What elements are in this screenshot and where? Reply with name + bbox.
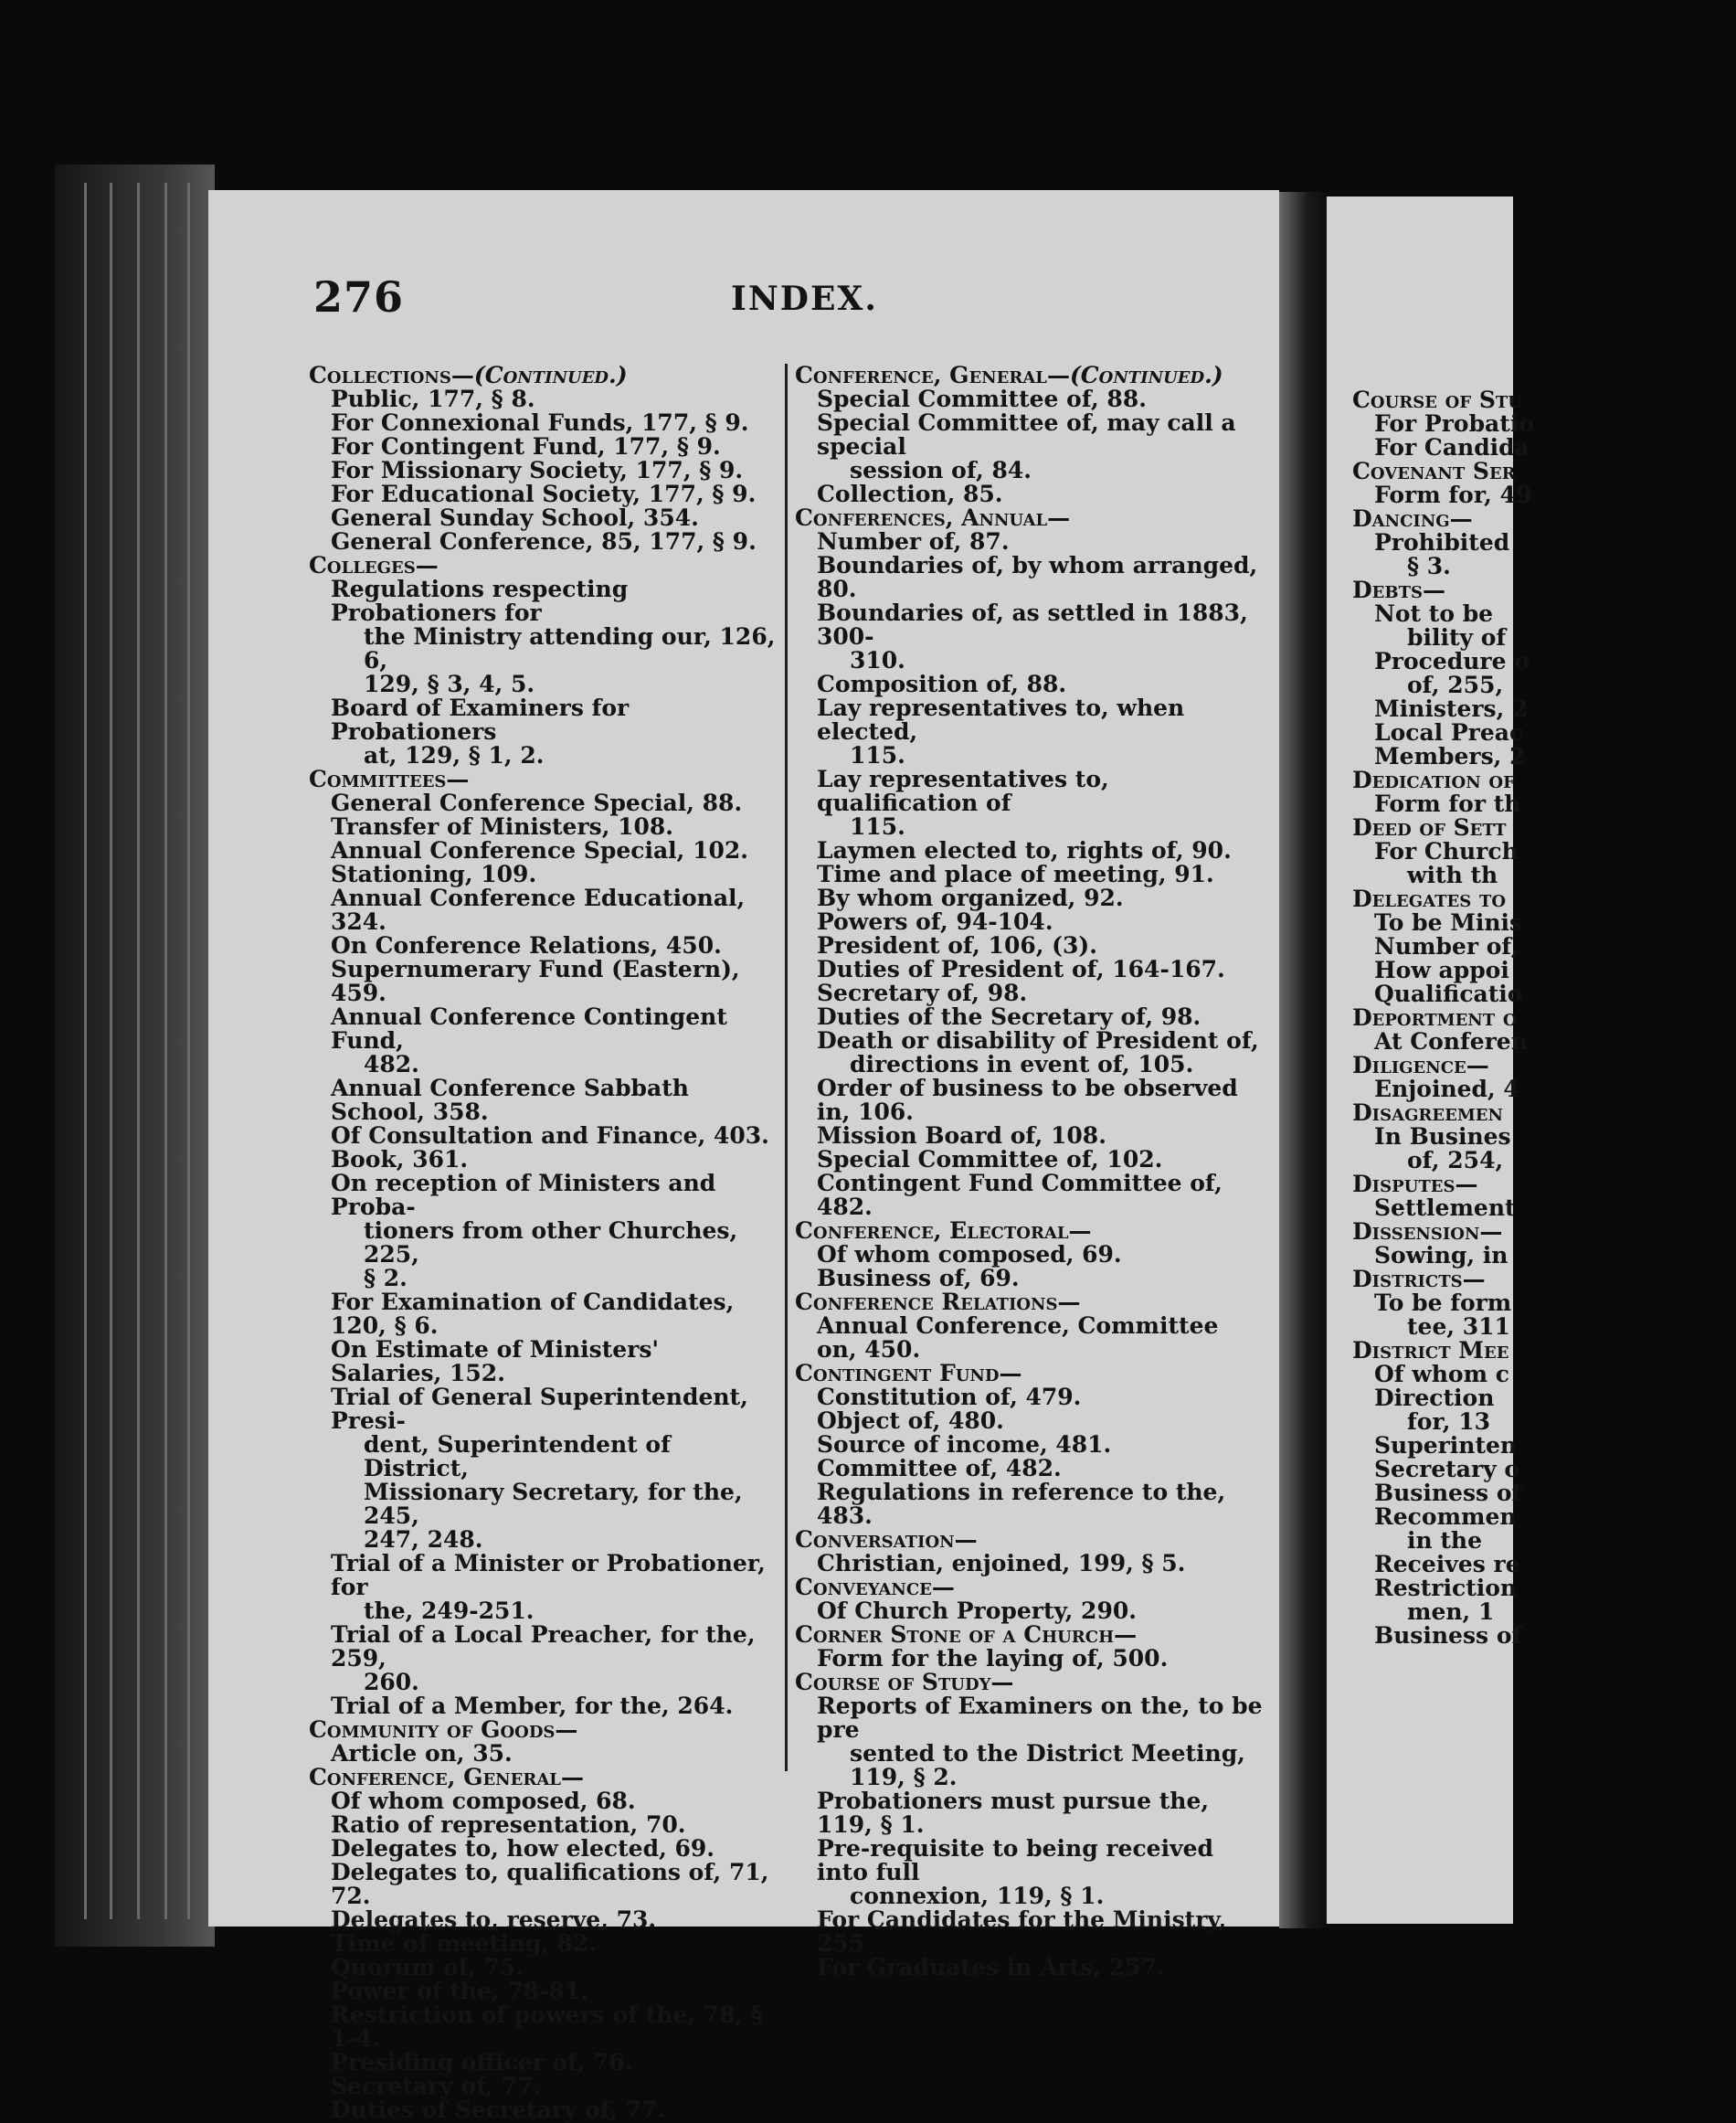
continued-note: (Continued.): [473, 362, 628, 388]
index-entry: Delegates to, reserve, 73.: [331, 1906, 657, 1933]
index-entry: Form for, 49: [1374, 482, 1532, 508]
page-edge-line: [164, 183, 167, 1919]
index-heading: [1352, 1054, 1736, 1077]
index-heading-label: Course of Study—: [795, 1669, 1014, 1695]
index-heading-label: Disagreemen: [1352, 1099, 1503, 1126]
index-entry: To be Minis: [1374, 909, 1523, 936]
index-entry: For Graduates in Arts, 257.: [817, 1954, 1165, 1980]
index-column-right: [1352, 388, 1736, 1648]
index-entry: Mission Board of, 108.: [817, 1122, 1106, 1149]
index-entry-continuation: connexion, 119, § 1.: [850, 1883, 1105, 1909]
index-entry: Committee of, 482.: [817, 1455, 1062, 1481]
index-entry: Annual Conference Sabbath School, 358.: [331, 1075, 689, 1125]
page-edge-line: [84, 183, 87, 1919]
index-heading: [1352, 1220, 1736, 1244]
index-entry: Of Consultation and Finance, 403.: [331, 1122, 769, 1149]
index-entry: Power of the, 78-81.: [331, 1978, 588, 2004]
index-heading: [1352, 507, 1736, 531]
index-heading: [309, 554, 777, 578]
index-entry: Settlement: [1374, 1194, 1516, 1221]
index-heading-label: Conference, Electoral—: [795, 1217, 1092, 1244]
index-entry: For Candida: [1374, 434, 1530, 461]
index-entry: Composition of, 88.: [817, 671, 1067, 697]
index-entry: Public, 177, § 8.: [331, 386, 535, 412]
index-heading-label: Conveyance—: [795, 1574, 955, 1600]
index-heading: [1352, 769, 1736, 792]
index-entry: Annual Conference Contingent Fund,: [331, 1003, 727, 1054]
index-entry: For Examination of Candidates, 120, § 6.: [331, 1289, 735, 1339]
index-entry-continuation: directions in event of, 105.: [850, 1051, 1194, 1077]
index-entry: Of whom composed, 68.: [331, 1788, 636, 1814]
index-heading: [309, 1766, 777, 1789]
index-entry: Annual Conference Special, 102.: [331, 837, 748, 864]
index-entry: Trial of a Member, for the, 264.: [331, 1693, 734, 1719]
index-heading-label: Districts—: [1352, 1266, 1486, 1292]
index-heading-label: Dancing—: [1352, 505, 1473, 532]
index-heading: [795, 1528, 1265, 1552]
index-entry: Prohibited: [1374, 529, 1510, 556]
index-column-left: [309, 364, 777, 2122]
index-heading-label: Conference, General—: [795, 362, 1070, 388]
index-entry-continuation: for, 13: [1407, 1408, 1490, 1435]
index-entry-continuation: 260.: [364, 1669, 419, 1695]
index-entry-continuation: session of, 84.: [850, 457, 1032, 483]
book-gutter: [1279, 192, 1327, 1928]
page-number: 276: [313, 272, 405, 322]
index-heading-label: Conference, General—: [309, 1764, 584, 1790]
index-entry-continuation: 129, § 3, 4, 5.: [364, 671, 535, 697]
index-entry: Regulations in reference to the, 483.: [817, 1479, 1226, 1529]
index-entry: For Candidates for the Ministry, 255: [817, 1906, 1227, 1957]
index-entry: Object of, 480.: [817, 1407, 1004, 1434]
index-entry: Constitution of, 479.: [817, 1384, 1082, 1410]
index-entry-continuation: § 2.: [364, 1265, 408, 1291]
index-entry: Death or disability of President of,: [817, 1027, 1259, 1054]
index-heading-label: Colleges—: [309, 552, 439, 579]
index-heading: [1352, 1101, 1736, 1125]
index-heading: [795, 1362, 1265, 1385]
index-heading: [795, 1623, 1265, 1647]
right-page: [1327, 196, 1534, 1924]
index-heading: [1352, 460, 1736, 483]
index-entry: Enjoined, 4: [1374, 1076, 1519, 1102]
index-entry: Lay representatives to, when elected,: [817, 695, 1185, 745]
index-entry: Lay representatives to, qualification of: [817, 766, 1109, 816]
index-heading-label: Disputes—: [1352, 1171, 1478, 1197]
index-entry-continuation: at, 129, § 1, 2.: [364, 742, 545, 769]
index-heading: [309, 1718, 777, 1742]
index-entry-continuation: the, 249-251.: [364, 1598, 535, 1624]
index-entry-continuation: 115.: [850, 813, 905, 840]
index-entry: Form for th: [1374, 791, 1521, 817]
index-column-middle: [795, 364, 1265, 1980]
index-entry-continuation: 310.: [850, 647, 905, 674]
index-entry: Laymen elected to, rights of, 90.: [817, 837, 1232, 864]
index-entry-continuation: 247, 248.: [364, 1526, 483, 1553]
index-entry-continuation: sented to the District Meeting,: [850, 1740, 1245, 1767]
index-entry: Local Preac: [1374, 719, 1524, 746]
index-heading: [1352, 887, 1736, 911]
index-entry: Presiding officer of, 76.: [331, 2049, 633, 2075]
index-heading-label: Course of Stu: [1352, 387, 1522, 413]
index-heading: [1352, 1339, 1736, 1363]
index-heading: [1352, 1006, 1736, 1030]
index-entry: Procedure o: [1374, 648, 1530, 674]
index-heading-label: Conference Relations—: [795, 1289, 1081, 1315]
book-edge: [55, 165, 215, 1947]
index-heading-label: District Mee: [1352, 1337, 1509, 1364]
index-heading-label: Committees—: [309, 766, 470, 792]
index-entry: At Conferen: [1374, 1028, 1528, 1055]
index-entry-continuation: of, 255,: [1407, 672, 1504, 698]
index-entry: Contingent Fund Committee of, 482.: [817, 1170, 1223, 1220]
index-heading-label: Covenant Ser: [1352, 458, 1516, 484]
index-entry: Members, 2: [1374, 743, 1526, 770]
index-heading-label: Corner Stone of a Church—: [795, 1621, 1138, 1648]
index-heading: [1352, 1173, 1736, 1196]
index-heading-label: Conversation—: [795, 1526, 978, 1553]
index-heading: [795, 1290, 1265, 1314]
left-page: [208, 190, 1279, 2123]
index-entry: Probationers must pursue the, 119, § 1.: [817, 1788, 1210, 1838]
index-entry: Time of meeting, 82.: [331, 1930, 598, 1957]
index-heading: [1352, 1268, 1736, 1291]
index-heading: [309, 768, 777, 791]
index-heading-label: Contingent Fund—: [795, 1360, 1022, 1386]
index-heading-label: Collections—: [309, 362, 474, 388]
index-entry: Quorum of, 75.: [331, 1954, 524, 1980]
index-entry: Trial of General Superintendent, Presi-: [331, 1384, 748, 1434]
index-heading-label: Diligence—: [1352, 1052, 1489, 1078]
index-entry-continuation: 119, § 2.: [850, 1764, 958, 1790]
index-entry: Powers of, 94-104.: [817, 908, 1053, 935]
page-edge-line: [137, 183, 140, 1919]
index-entry: Number of, 87.: [817, 528, 1010, 555]
index-entry: Boundaries of, by whom arranged, 80.: [817, 552, 1258, 602]
column-rule: [785, 364, 788, 1771]
index-heading: [309, 364, 777, 387]
index-entry: For Contingent Fund, 177, § 9.: [331, 433, 721, 460]
index-entry: Ministers, 2: [1374, 695, 1529, 722]
index-entry: Superinten: [1374, 1432, 1518, 1459]
index-entry: Duties of the Secretary of, 98.: [817, 1003, 1201, 1030]
index-entry: Annual Conference Educational, 324.: [331, 885, 746, 935]
index-entry: Time and place of meeting, 91.: [817, 861, 1214, 887]
index-entry: Duties of President of, 164-167.: [817, 956, 1225, 982]
index-entry: Trial of a Minister or Probationer, for: [331, 1550, 766, 1600]
index-entry: Business of, 69.: [817, 1265, 1020, 1291]
index-entry: Secretary of, 77.: [331, 2073, 542, 2099]
index-entry: Pre-requisite to being received into full: [817, 1835, 1213, 1885]
index-entry: On reception of Ministers and Proba-: [331, 1170, 716, 1220]
index-heading-label: Deportment o: [1352, 1004, 1518, 1031]
index-heading-label: Debts—: [1352, 577, 1446, 603]
index-entry: Transfer of Ministers, 108.: [331, 813, 673, 840]
index-entry: Reports of Examiners on the, to be pre: [817, 1693, 1263, 1743]
index-entry: Duties of Secretary of, 77.: [331, 2096, 665, 2123]
index-entry: Business of: [1374, 1480, 1522, 1506]
index-entry-continuation: Missionary Secretary, for the, 245,: [364, 1479, 743, 1529]
index-heading: [1352, 816, 1736, 840]
index-entry: Special Committee of, 88.: [817, 386, 1147, 412]
index-entry: Receives re: [1374, 1551, 1520, 1577]
index-heading: [795, 1671, 1265, 1694]
index-entry: Order of business to be observed in, 106.: [817, 1075, 1238, 1125]
index-entry: Collection, 85.: [817, 481, 1003, 507]
index-entry: On Conference Relations, 450.: [331, 932, 722, 959]
index-entry: Number of,: [1374, 933, 1519, 960]
index-heading-label: Dedication of: [1352, 767, 1515, 793]
index-entry: Of Church Property, 290.: [817, 1598, 1137, 1624]
index-entry: Ratio of representation, 70.: [331, 1811, 686, 1838]
index-entry-continuation: tioners from other Churches, 225,: [364, 1217, 738, 1268]
index-heading-label: Deed of Sett: [1352, 814, 1507, 841]
index-entry: For Probatio: [1374, 410, 1534, 437]
index-heading: [795, 1576, 1265, 1599]
index-entry: Article on, 35.: [331, 1740, 513, 1767]
index-entry: By whom organized, 92.: [817, 885, 1124, 911]
index-heading: [795, 364, 1265, 387]
index-entry-continuation: 482.: [364, 1051, 419, 1077]
index-entry: Book, 361.: [331, 1146, 469, 1173]
index-entry: In Busines: [1374, 1123, 1511, 1150]
index-entry: For Missionary Society, 177, § 9.: [331, 457, 744, 483]
index-entry: Special Committee of, may call a special: [817, 409, 1236, 460]
index-entry: Restriction: [1374, 1575, 1518, 1601]
index-entry-continuation: § 3.: [1407, 553, 1451, 579]
index-entry: Of whom composed, 69.: [817, 1241, 1122, 1268]
index-entry: Stationing, 109.: [331, 861, 537, 887]
index-entry: Board of Examiners for Probationers: [331, 695, 630, 745]
index-entry: How appoi: [1374, 957, 1509, 983]
index-entry: Form for the laying of, 500.: [817, 1645, 1169, 1672]
index-heading-label: Dissension—: [1352, 1218, 1503, 1245]
running-head: INDEX.: [731, 280, 878, 318]
index-entry-continuation: dent, Superintendent of District,: [364, 1431, 671, 1481]
index-entry: Trial of a Local Preacher, for the, 259,: [331, 1621, 756, 1672]
index-entry: General Conference, 85, 177, § 9.: [331, 528, 757, 555]
index-entry: Christian, enjoined, 199, § 5.: [817, 1550, 1186, 1576]
index-entry-continuation: 115.: [850, 742, 905, 769]
index-entry: Delegates to, qualifications of, 71, 72.: [331, 1859, 769, 1909]
index-entry: Of whom c: [1374, 1361, 1509, 1387]
index-entry: Sowing, in: [1374, 1242, 1508, 1268]
index-entry-continuation: bility of: [1407, 624, 1507, 651]
index-entry: Restriction of powers of the, 78, § 1-4.: [331, 2001, 763, 2052]
index-heading-label: Community of Goods—: [309, 1716, 578, 1743]
index-heading-label: Conferences, Annual—: [795, 504, 1071, 531]
index-entry: Delegates to, how elected, 69.: [331, 1835, 715, 1862]
index-entry: Annual Conference, Committee on, 450.: [817, 1312, 1219, 1363]
index-entry: For Church: [1374, 838, 1519, 865]
page-edge-line: [187, 183, 190, 1919]
index-entry: For Educational Society, 177, § 9.: [331, 481, 757, 507]
index-entry: Source of income, 481.: [817, 1431, 1112, 1458]
index-entry-continuation: the Ministry attending our, 126, 6,: [364, 623, 776, 674]
index-entry-continuation: tee, 311: [1407, 1313, 1510, 1340]
index-entry-continuation: men, 1: [1407, 1598, 1495, 1625]
index-entry: To be form: [1374, 1290, 1512, 1316]
index-entry: Recommen: [1374, 1503, 1517, 1530]
index-entry: General Sunday School, 354.: [331, 504, 699, 531]
index-entry: Direction: [1374, 1385, 1495, 1411]
index-heading: [795, 1219, 1265, 1243]
index-entry-continuation: in the: [1407, 1527, 1483, 1554]
index-entry: Special Committee of, 102.: [817, 1146, 1163, 1173]
index-entry: For Connexional Funds, 177, § 9.: [331, 409, 749, 436]
index-entry: Supernumerary Fund (Eastern), 459.: [331, 956, 740, 1006]
index-entry: On Estimate of Ministers' Salaries, 152.: [331, 1336, 660, 1386]
index-entry: General Conference Special, 88.: [331, 790, 743, 816]
index-heading: [1352, 388, 1736, 412]
index-entry: Boundaries of, as settled in 1883, 300-: [817, 600, 1248, 650]
index-heading: [795, 506, 1265, 530]
index-entry: Secretary o: [1374, 1456, 1520, 1482]
index-entry: Not to be: [1374, 600, 1494, 627]
index-entry: Secretary of, 98.: [817, 980, 1028, 1006]
index-heading-label: Delegates to: [1352, 886, 1507, 912]
page-edge-line: [110, 183, 112, 1919]
index-heading: [1352, 579, 1736, 602]
index-entry-continuation: of, 254,: [1407, 1147, 1504, 1173]
index-entry: President of, 106, (3).: [817, 932, 1097, 959]
index-entry: Qualificatio: [1374, 981, 1523, 1007]
continued-note: (Continued.): [1069, 362, 1223, 388]
index-entry: Regulations respecting Probationers for: [331, 576, 629, 626]
index-entry: Business of: [1374, 1622, 1522, 1649]
index-entry-continuation: with th: [1407, 862, 1498, 888]
